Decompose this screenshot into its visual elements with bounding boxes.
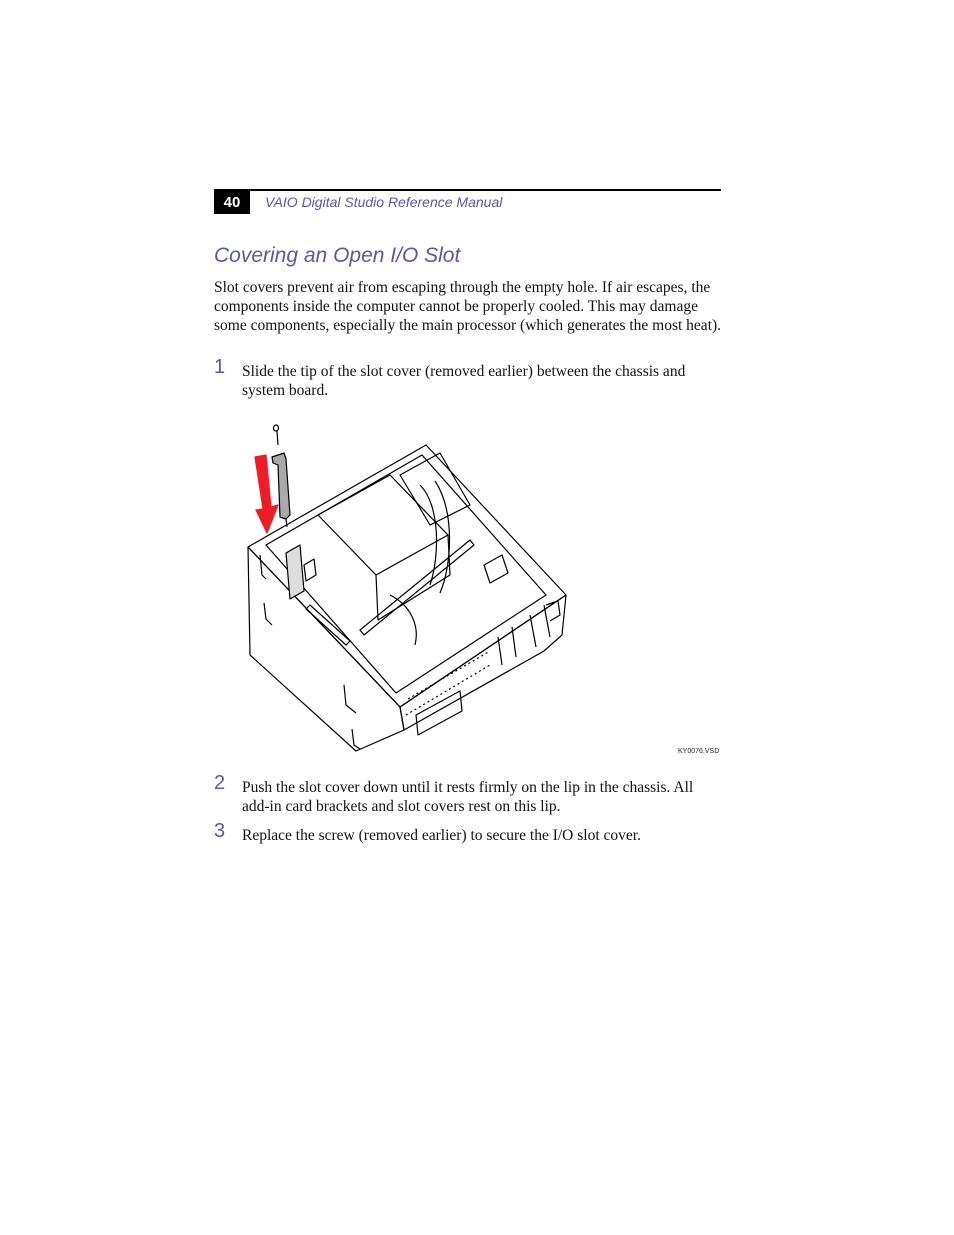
step-text: Replace the screw (removed earlier) to secure the I/O slot cover.: [242, 827, 641, 844]
header-rule: [214, 189, 721, 191]
step-number: 2: [214, 772, 226, 794]
running-head: VAIO Digital Studio Reference Manual: [265, 194, 503, 210]
step-number: 3: [214, 820, 226, 842]
screw-icon: [274, 425, 279, 445]
intro-paragraph: Slot covers prevent air from escaping through the empty hole. If air escapes, the components inside the computer cannot be properly cooled. This may damage some components, especially the main processor (which generates the most heat).: [214, 279, 722, 334]
step-1: [214, 356, 724, 400]
figure-code: KY0076.VSD: [678, 748, 720, 755]
slot-cover-icon: [272, 453, 290, 527]
step-number: 1: [214, 356, 226, 378]
step-text: Push the slot cover down until it rests firmly on the lip in the chassis. All add-in card brackets and slot covers rest on this lip.: [242, 779, 694, 815]
step-text: Slide the tip of the slot cover (removed earlier) between the chassis and system board.: [242, 363, 686, 399]
page-number: 40: [214, 191, 250, 214]
step-2: [214, 772, 724, 816]
step-3: [214, 820, 724, 845]
computer-chassis-illustration: [240, 415, 720, 765]
red-arrow-icon: [255, 455, 278, 533]
section-title: Covering an Open I/O Slot: [214, 244, 461, 267]
